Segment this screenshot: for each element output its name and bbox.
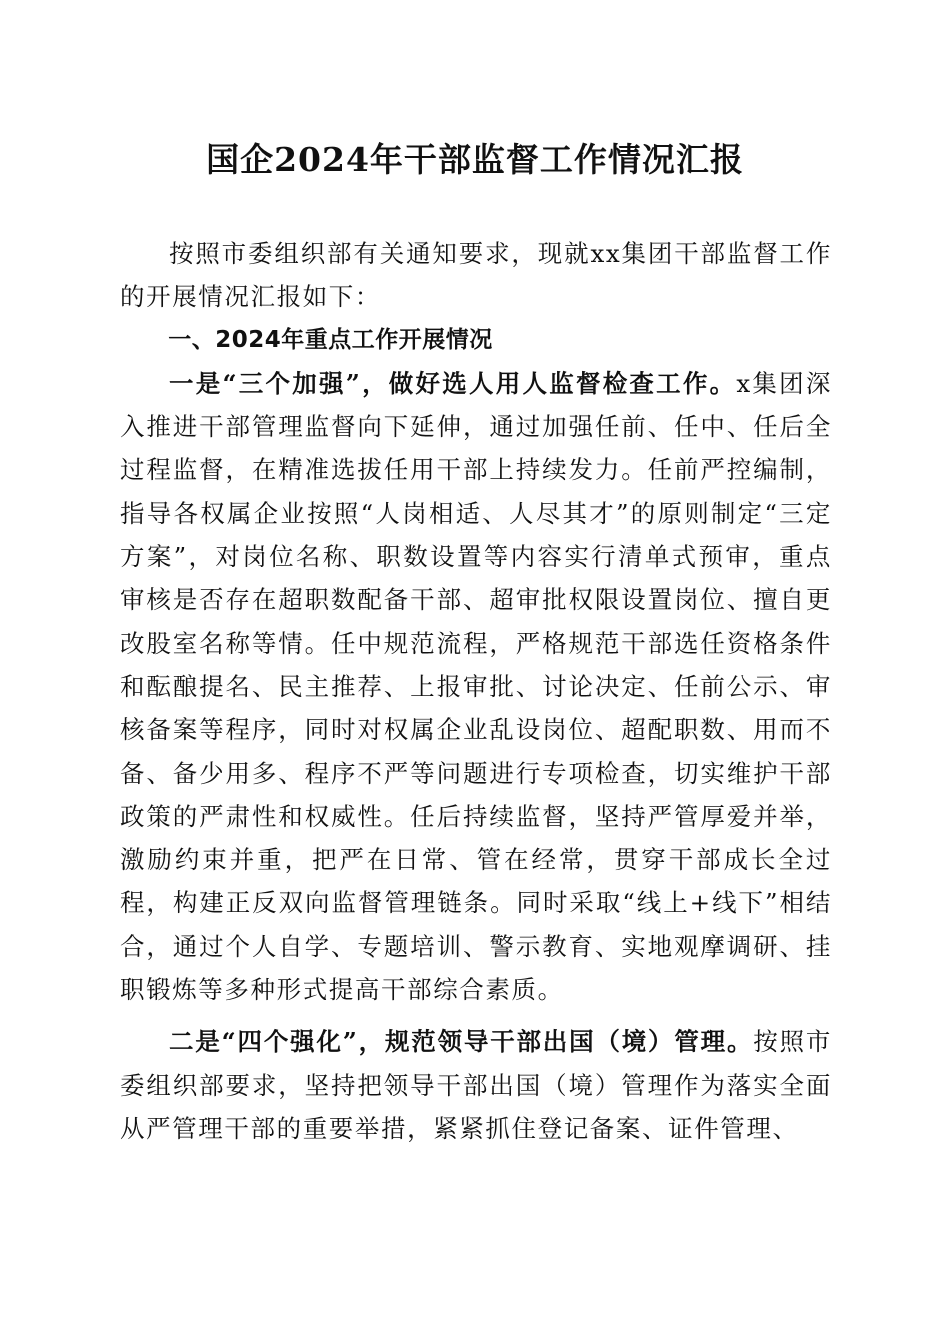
section-heading: 一、2024年重点工作开展情况 (168, 326, 493, 353)
document-title: 国企2024年干部监督工作情况汇报 (206, 140, 744, 179)
intro-paragraph: 按照市委组织部有关通知要求，现就xx集团干部监督工作的开展情况汇报如下： (120, 239, 832, 312)
document-body (120, 232, 832, 1150)
paragraph-lead: 二是“四个强化”，规范领导干部出国（境）管理。 (169, 1027, 754, 1057)
paragraph-spacer (120, 1011, 832, 1020)
paragraph-body: x集团深入推进干部管理监督向下延伸，通过加强任前、任中、任后全过程监督，在精准选拔任用干部上持续发力。任前严控编制，指导各权属企业按照“人岗相适、人尽其才”的原则制定“三定方案”，对岗位名称、职数设置等内容实行清单式预审，重点审核是否存在超职数配备干部、超审批权限设置岗位、擅自更改股室名称等情。任中规范流程，严格规范干部选任资格条件和酝酿提名、民主推荐、上报审批、讨论决定、任前公示、审核备案等程序，同时对权属企业乱设岗位、超配职数、用而不备、备少用多、程序不严等问题进行专项检查，切实维护干部政策的严肃性和权威性。任后持续监督，坚持严管厚爱并举，激励约束并重，把严在日常、管在经常，贯穿干部成长全过程，构建正反双向监督管理链条。同时采取“线上+线下”相结合，通过个人自学、专题培训、警示教育、实地观摩调研、挂职锻炼等多种形式提高干部综合素质。 (120, 368, 832, 1005)
paragraph-overseas-management (120, 1020, 832, 1150)
paragraph-selection-supervision (120, 362, 832, 1011)
paragraph-body: 按照市委组织部要求，坚持把领导干部出国（境）管理作为落实全面从严管理干部的重要举措，紧紧抓住登记备案、证件管理、 (120, 1027, 832, 1143)
paragraph-lead: 一是“三个加强”，做好选人用人监督检查工作。 (169, 368, 737, 398)
